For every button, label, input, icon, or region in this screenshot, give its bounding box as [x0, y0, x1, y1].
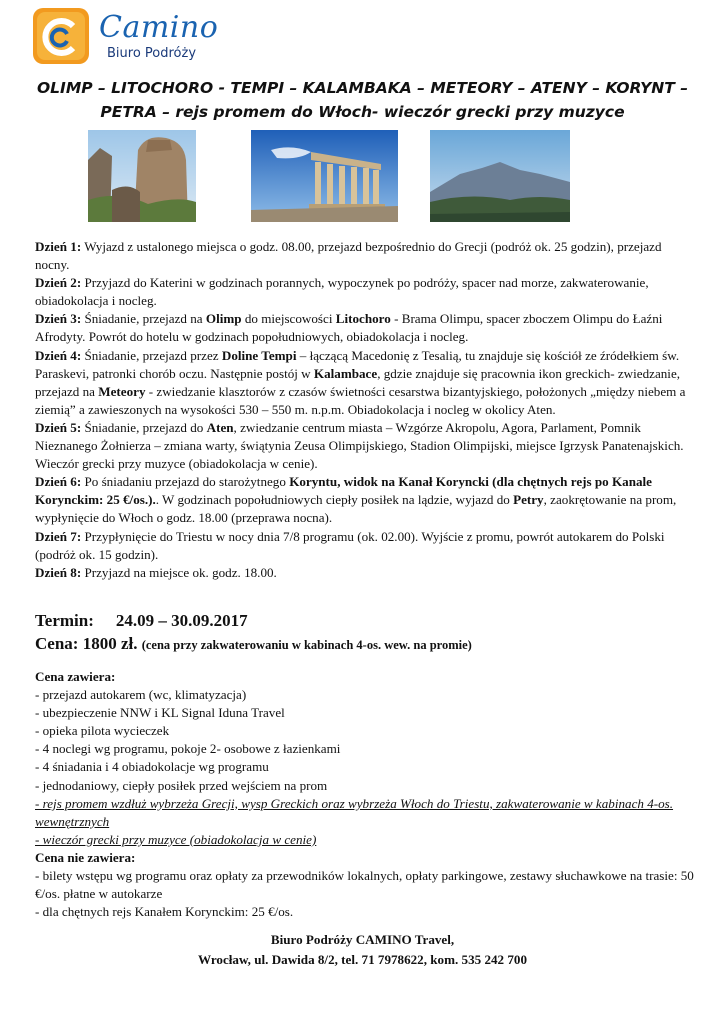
- brand-name: Camino: [99, 10, 219, 45]
- trip-title-line-2: PETRA – rejs promem do Włoch- wieczór grecki przy muzyce: [100, 103, 625, 121]
- day-text: Śniadanie, przejazd na: [81, 311, 206, 327]
- price-details: [35, 668, 695, 921]
- day-label: Dzień 1:: [35, 239, 82, 254]
- dates-label: Termin:: [35, 611, 94, 630]
- price-includes-item: - 4 śniadania i 4 obiadokolacje wg programu: [35, 759, 269, 775]
- day-label: Dzień 2:: [35, 275, 82, 291]
- day-label: Dzień 5:: [35, 419, 82, 435]
- itinerary-day: [35, 238, 695, 274]
- camino-logo: [33, 8, 233, 66]
- day-text: – łączącą Macedonię z Tesalią, tu znajduje się kościół ze źródełkiem św. Paraskevi, patronki chorób oczu. Następnie postój w: [35, 347, 680, 381]
- price-line: [35, 634, 472, 654]
- brand-subtitle: Biuro Podróży: [107, 46, 197, 61]
- itinerary-day: [35, 473, 695, 527]
- dates-value: 24.09 – 30.09.2017: [115, 611, 248, 630]
- day-text: , zaokrętowanie na prom, wypłynięcie do Włoch o godz. 18.00 (przeprawa nocna).: [35, 492, 677, 526]
- day-text: Przyjazd do Katerini w godzinach porannych, wypoczynek po podróży, spacer nad morze, zakwaterowanie, obiadokolacja i nocleg.: [35, 275, 649, 309]
- price-includes-item: - ubezpieczenie NNW i KL Signal Iduna Travel: [35, 705, 285, 721]
- price-includes-item: - przejazd autokarem (wc, klimatyzacja): [35, 687, 247, 703]
- price-includes-item: - wieczór grecki przy muzyce (obiadokolacja w cenie): [35, 831, 317, 847]
- parthenon-photo: [251, 130, 398, 222]
- price-note: (cena przy zakwaterowaniu w kabinach 4-os. wew. na promie): [141, 638, 472, 652]
- day-text: Śniadanie, przejazd do: [81, 419, 207, 435]
- dates-line: [35, 611, 248, 631]
- price-includes-item: - jednodaniowy, ciepły posiłek przed wejściem na prom: [35, 777, 328, 793]
- day-text: - Brama Olimpu, spacer zboczem Olimpu do Łaźni Afrodyty. Powrót do hotelu w godzinach popołudniowych, obiadokolacja i nocleg.: [35, 311, 663, 345]
- itinerary: [35, 238, 695, 582]
- itinerary-day: [35, 310, 695, 346]
- day-text: Wyjazd z ustalonego miejsca o godz. 08.00, przejazd bezpośrednio do Grecji (podróż ok. 25 godzin), przejazd nocny.: [35, 239, 662, 273]
- footer-contact: [20, 930, 705, 970]
- day-text: . W godzinach popołudniowych ciepły posiłek na lądzie, wyjazd do: [155, 492, 514, 508]
- day-label: Dzień 7:: [35, 528, 82, 544]
- day-label: Dzień 6:: [35, 474, 82, 490]
- price-includes-item: - rejs promem wzdłuż wybrzeża Grecji, wysp Greckich oraz wybrzeża Włoch do Triestu, zakwaterowanie w kabinach 4-os. wewnętrznych: [35, 795, 674, 829]
- day-text: Po śniadaniu przejazd do starożytnego: [81, 474, 290, 490]
- itinerary-day: [35, 274, 695, 310]
- day-label: Dzień 4:: [35, 347, 82, 363]
- day-text: - zwiedzanie klasztorów z czasów świetności cesarstwa bizantyjskiego, położonych „między niebem a ziemią” a zawieszonych na wysokości 530 – 550 m. n.p.m. Obiadokolacja i nocleg w okolicy Aten.: [35, 383, 686, 417]
- price-excludes-item: - dla chętnych rejs Kanałem Korynckim: 25 €/os.: [35, 904, 294, 920]
- day-highlight: Olimp: [205, 311, 242, 327]
- day-text: Przyjazd na miejsce ok. godz. 18.00.: [81, 564, 277, 580]
- itinerary-day: [35, 347, 695, 419]
- day-text: , gdzie znajduje się pracownia ikon greckich- zwiedzanie, przejazd na: [35, 365, 681, 399]
- price-excludes-header: Cena nie zawiera:: [35, 849, 136, 865]
- day-highlight: Doline Tempi: [221, 347, 297, 363]
- meteora-photo: [88, 130, 196, 222]
- day-highlight: Kalambace: [313, 365, 378, 381]
- price-includes-header: Cena zawiera:: [35, 669, 116, 684]
- day-label: Dzień 3:: [35, 311, 82, 327]
- day-text: , zwiedzanie centrum miasta – Wzgórze Akropolu, Agora, Parlament, Pomnik Nieznanego Żołnierza – zmiana warty, świątynia Zeusa Olimpijskiego, Stadion Olimpijski, miejsce Igrzysk Panatenajskich. Wieczór grecki przy muzyce (obiadokolacja w cenie).: [35, 419, 684, 472]
- day-highlight: Meteory: [98, 383, 146, 399]
- day-text: Przypłynięcie do Triestu w nocy dnia 7/8 programu (ok. 02.00). Wyjście z promu, powrót autokarem do Polski (podróż ok. 15 godzin).: [35, 528, 665, 562]
- price-excludes-item: - bilety wstępu wg programu oraz opłaty za przewodników lokalnych, opłaty parkingowe, zestawy słuchawkowe na trasie: 50 €/os. płatne w autokarze: [35, 868, 694, 902]
- day-highlight: Petry: [513, 492, 544, 508]
- price-includes-item: - 4 noclegi wg programu, pokoje 2- osobowe z łazienkami: [35, 741, 341, 757]
- day-label: Dzień 8:: [35, 564, 82, 580]
- camino-logo-mark-icon: [33, 8, 89, 64]
- trip-title: [20, 76, 705, 124]
- itinerary-day: [35, 419, 695, 473]
- day-highlight: Koryntu, widok na Kanał Koryncki (dla chętnych rejs po Kanale Korynckim: 25 €/os.).: [35, 474, 652, 508]
- olympus-photo: [430, 130, 570, 222]
- day-highlight: Aten: [206, 419, 234, 435]
- day-highlight: Litochoro: [335, 311, 391, 327]
- price-includes-item: - opieka pilota wycieczek: [35, 723, 170, 739]
- footer-company: Biuro Podróży CAMINO Travel,: [270, 932, 455, 947]
- itinerary-day: [35, 564, 695, 582]
- footer-address: Wrocław, ul. Dawida 8/2, tel. 71 7978622, kom. 535 242 700: [197, 952, 528, 967]
- day-text: do miejscowości: [241, 311, 336, 327]
- itinerary-day: [35, 528, 695, 564]
- day-text: Śniadanie, przejazd przez: [81, 347, 222, 363]
- price-label: Cena: 1800 zł.: [35, 634, 138, 653]
- trip-title-line-1: OLIMP – LITOCHORO - TEMPI – KALAMBAKA – METEORY – ATENY – KORYNT –: [37, 79, 688, 97]
